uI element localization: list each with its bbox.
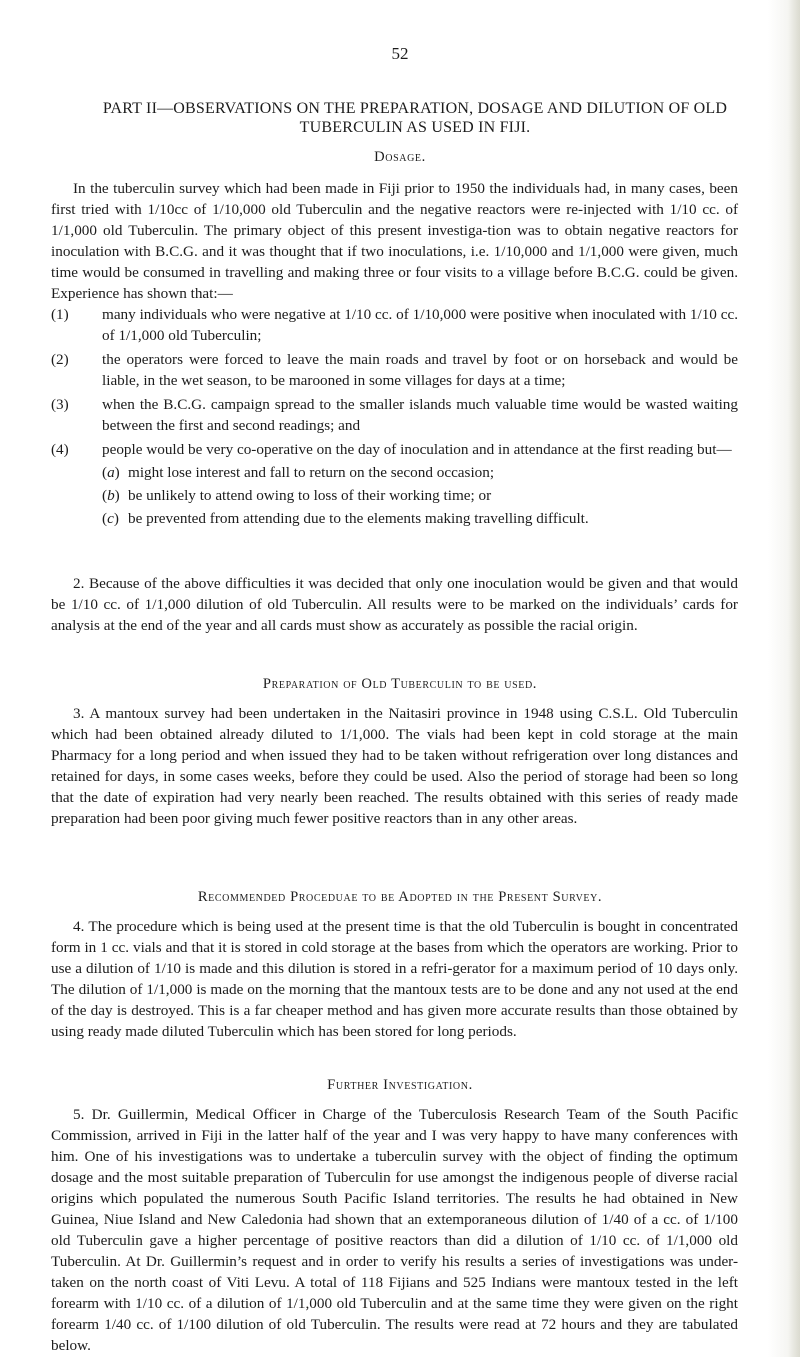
sub-item-letter: (c) bbox=[102, 510, 119, 527]
dosage-heading: Dosage. bbox=[374, 149, 426, 165]
list-item-number: (4) bbox=[51, 441, 69, 458]
list-item-number: (2) bbox=[51, 351, 69, 368]
sub-list-item bbox=[102, 462, 738, 483]
paragraph-5 bbox=[51, 1104, 738, 1356]
sub-item-text: be unlikely to attend owing to loss of their working time; or bbox=[128, 487, 492, 504]
paragraph-3-text: 3. A mantoux survey had been undertaken in the Naitasiri province in 1948 using C.S.L. Old Tuberculin which had been obtained already diluted to 1/1,000. The vials had been kept in cold storage at the main Pharmacy for a long period and when issued they had to be taken without refrigeration over long distances and retained for days, in some cases weeks, before they could be used. Also the period of storage had been so long that the date of expiration had very nearly been reached. The results obtained with this series of ready made preparation had been poor giving much fewer positive reactors than in any other areas. bbox=[51, 705, 738, 827]
sub-item-text: be prevented from attending due to the elements making travelling difficult. bbox=[128, 510, 589, 527]
list-item-number: (1) bbox=[51, 306, 69, 323]
list-item bbox=[51, 394, 738, 436]
list-item-text: when the B.C.G. campaign spread to the smaller islands much valuable time would be wasted waiting between the first and second readings; and bbox=[102, 396, 738, 434]
list-item-text: people would be very co-operative on the day of inoculation and in attendance at the first reading but— bbox=[102, 441, 732, 458]
list-item bbox=[51, 304, 738, 346]
list-item bbox=[51, 439, 738, 460]
recommended-procedure-heading: Recommended Proceduae to be Adopted in the Present Survey. bbox=[197, 889, 603, 905]
sub-list-item bbox=[102, 485, 738, 506]
paragraph-2 bbox=[51, 573, 738, 636]
dosage-intro-paragraph bbox=[51, 178, 738, 304]
paragraph-2-text: 2. Because of the above difficulties it was decided that only one inoculation would be given and that would be 1/10 cc. of 1/1,000 dilution of old Tuberculin. All results were to be marked on the individuals’ cards for analysis at the end of the year and all cards must show as accurately as possible the racial origin. bbox=[51, 575, 738, 634]
preparation-heading: Preparation of Old Tuberculin to be used. bbox=[262, 676, 538, 692]
paragraph-4-text: 4. The procedure which is being used at the present time is that the old Tuberculin is bought in concentrated form in 1 cc. vials and that it is stored in cold storage at the bases from which the operators are working. Prior to use a dilution of 1/10 is made and this dilution is stored in a refri-gerator for a maximum period of 10 days only. The dilution of 1/1,000 is made on the morning that the mantoux tests are to be done and any not used at the end of the day is destroyed. This is a far cheaper method and has given more accurate results than those obtained by using ready made diluted Tuberculin which has been stored for long periods. bbox=[51, 918, 738, 1040]
page-number: 52 bbox=[391, 44, 409, 63]
part-title: PART II—OBSERVATIONS ON THE PREPARATION, DOSAGE AND DILUTION OF OLD TUBERCULIN AS USED IN FIJI. bbox=[102, 100, 728, 136]
sub-list-item bbox=[102, 508, 738, 529]
list-item-text: the operators were forced to leave the main roads and travel by foot or on horseback and would be liable, in the wet season, to be marooned in some villages for days at a time; bbox=[102, 351, 738, 389]
sub-item-text: might lose interest and fall to return on the second occasion; bbox=[128, 464, 495, 481]
dosage-numbered-list bbox=[51, 304, 738, 529]
sub-item-letter: (b) bbox=[102, 487, 120, 504]
list-item bbox=[51, 349, 738, 391]
further-investigation-heading: Further Investigation. bbox=[327, 1077, 473, 1093]
list-item-text: many individuals who were negative at 1/10 cc. of 1/10,000 were positive when inoculated with 1/10 cc. of 1/1,000 old Tuberculin; bbox=[102, 306, 738, 344]
sub-item-letter: (a) bbox=[102, 464, 120, 481]
dosage-intro-text: In the tuberculin survey which had been made in Fiji prior to 1950 the individuals had, in many cases, been first tried with 1/10cc of 1/10,000 old Tuberculin and the negative reactors were re-injected with 1/10 cc. of 1/1,000 old Tuberculin. The primary object of this present investiga-tion was to obtain negative reactors for inoculation with B.C.G. and it was thought that if two inoculations, i.e. 1/10,000 and 1/1,000 were given, much time would be consumed in travelling and making three or four visits to a village before B.C.G. could be given. Experience has shown that:— bbox=[51, 180, 738, 302]
paragraph-3 bbox=[51, 703, 738, 829]
paragraph-5-text: 5. Dr. Guillermin, Medical Officer in Charge of the Tuberculosis Research Team of the South Pacific Commission, arrived in Fiji in the latter half of the year and I was very happy to have many conferences with him. One of his investigations was to undertake a tuberculin survey with the object of finding the optimum dosage and the most suitable preparation of Tuberculin for use amongst the indigenous people of diverse racial origins which populated the numerous South Pacific Island territories. The results he had obtained in New Guinea, Niue Island and New Caledonia had shown that an extemporaneous dilution of 1/40 of a cc. of 1/100 old Tuberculin gave a higher percentage of positive reactors than did a dilution of 1/10 cc. of 1/1,000 old Tuberculin. At Dr. Guillermin’s request and in order to verify his results a series of investigations was under-taken on the north coast of Viti Levu. A total of 118 Fijians and 525 Indians were mantoux tested in the left forearm with 1/10 cc. of a dilution of 1/1,000 old Tuberculin and at the same time they were given on the right forearm 1/40 cc. of 1/100 dilution of old Tuberculin. The results were read at 72 hours and they are tabulated below. bbox=[51, 1106, 738, 1354]
list-item-number: (3) bbox=[51, 396, 69, 413]
paragraph-4 bbox=[51, 916, 738, 1042]
